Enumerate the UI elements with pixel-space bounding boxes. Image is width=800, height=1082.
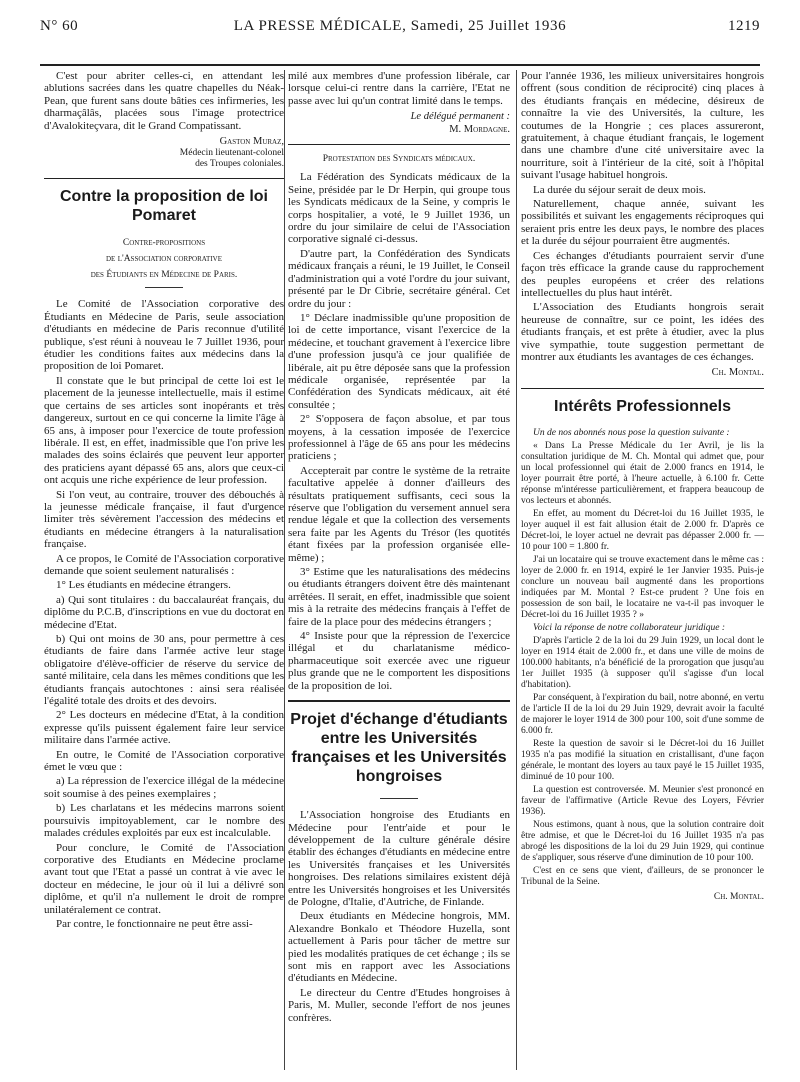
paragraph: D'après l'article 2 de la loi du 29 Juin 1929, un local dont le loyer en 1914 était de 2.000 fr., et dans une ville de moins de 100.000 habitants, n'a bénéficié de la prorogation que jusqu'au 1er Juillet 1935 (à supposer qu'il s'agisse d'un local d'habitation). (521, 635, 764, 690)
signature-name: M. Mordagne. (449, 123, 510, 135)
paragraph: 1° Déclare inadmissible qu'une proposition de loi de cette importance, visant l'exercice de la médecine, et touchant gravement à l'exercice libre d'une profession jusqu'à ce jour qualifiée de libérale, ait pu être déposée sans que la profession médicale organisée, représentée par la Confédération des Syndicats médicaux, ait été consultée ; (288, 311, 510, 411)
article-title: Intérêts Professionnels (554, 397, 731, 415)
paragraph: Il constate que le but principal de cette loi est le placement de la jeunesse intellectuelle, mais il estime que certains de ses articles sont inopérants et très dangereux, surtout en ce qui concerne la limite l'âge à 65 ans, à imposer pour l'exercice de toute profession libérale. Il est, en effet, inadmissible que l'on prive les malades des soins éclairés que peuvent leur apporter des praticiens ayant dépassé 65 ans, alors que ceux-ci ont acquis une riche expérience de leur profession. (44, 374, 284, 487)
column-1 (44, 70, 284, 1075)
paragraph: La Fédération des Syndicats médicaux de la Seine, présidée par le Dr Herpin, qui groupe tous les Syndicats médicaux de la Seine, y compris le corps hospitalier, a voté, le 9 Juillet 1936, un ordre du jour similaire de celui de l'Association corporative signalé ci-dessus. (288, 171, 510, 246)
paragraph: D'autre part, la Confédération des Syndicats médicaux français a réuni, le 19 Juillet, le Conseil d'administration qui a voté l'ordre du jour suivant, présenté par le Dr Cibrie, secrétaire général. Cet ordre du jour : (288, 247, 510, 310)
paragraph: Ces échanges d'étudiants pourraient servir d'une façon très efficace la grande cause du rapprochement des peuples européens et créer des relations intellectuelles du plus haut intérêt. (521, 249, 764, 299)
journal-title: LA PRESSE MÉDICALE, Samedi, 25 Juillet 1936 (233, 18, 567, 34)
article-subtitle: des Étudiants en Médecine de Paris. (90, 270, 238, 281)
question-block (521, 441, 764, 621)
paragraph: Voici la réponse de notre collaborateur juridique : (533, 622, 725, 633)
paragraph: 4° Insiste pour que la répression de l'exercice illégal et du charlatanisme médico-pharmaceutique soit exercée avec une rigueur plus grande que ne le comportent les dispositions de la proposition de loi. (288, 630, 510, 692)
paragraph: Un de nos abonnés nous pose la question suivante : (533, 427, 730, 438)
author-name: Gaston Muraz, (219, 136, 284, 148)
paragraph: Reste la question de savoir si le Décret-loi du 16 Juillet 1935 n'a pas modifié la situation en cristallisant, d'une façon générale, le montant des loyers au taux payé le 15 Juillet 1935, diminué de 10 pour 100. (521, 738, 764, 782)
paragraph: 2° Les docteurs en médecine d'Etat, à la condition expresse qu'ils puissent également faire leur service militaire dans l'armée active. (44, 709, 284, 747)
paragraph: a) Qui sont titulaires : du baccalauréat français, du diplôme du P.C.B, d'inscriptions en vue du doctorat en médecine d'Etat. (44, 593, 284, 631)
paragraph: Le directeur du Centre d'Etudes hongroises à Paris, M. Muller, seconde l'effort de nos jeunes confrères. (288, 986, 510, 1024)
article-title: Projet d'échange d'étudiants entre les Universités françaises et les Universités hongroises (290, 711, 508, 786)
header-rule (40, 64, 760, 66)
author-signature (288, 111, 510, 136)
section-caption: Protestation des Syndicats médicaux. (322, 154, 476, 165)
paragraph: milé aux membres d'une profession libérale, car lorsque celui-ci rentre dans la carrière, l'Etat ne passe avec lui qu'un contrat limité dans le temps. (288, 70, 510, 107)
paragraph: Naturellement, chaque année, suivant les possibilités et suivant les engagements réciproques qui seraient pris entre les deux pays, le nombre des places et la durée du séjour pourraient être augmentés. (521, 198, 764, 248)
article-subtitle: Contre-propositions (122, 238, 206, 249)
paragraph: Par conséquent, à l'expiration du bail, notre abonné, en vertu de l'article II de la loi du 29 Juin 1929, devrait avoir la faculté de majorer le loyer 1914 de 300 pour 100, soit d'une somme de 6.000 fr. (521, 692, 764, 736)
paragraph: La durée du séjour serait de deux mois. (533, 183, 706, 196)
author-signature (44, 136, 284, 170)
author-title: des Troupes coloniales. (195, 159, 284, 170)
paragraph: Nous estimons, quant à nous, que la solution contraire doit être admise, et que le Décret-loi du 16 Juillet 1935 n'a pas abrogé les dispositions de la loi du 29 Juin 1929, qui continue de s'appliquer, sous réserve d'une diminution de 10 pour 100. (521, 819, 764, 863)
paragraph: « Dans La Presse Médicale du 1er Avril, je lis la consultation juridique de M. Ch. Montal qui admet que, pour un local professionnel qui était de 2.000 francs en 1914, le loyer pourrait être porté, à l'heure actuelle, à 6.100 fr. Cette réponse m'intéresse particulièrement, et frappera beaucoup de vos lecteurs et abonnés. (521, 440, 764, 506)
paragraph: A ce propos, le Comité de l'Association corporative demande que soient seulement naturalisés : (44, 552, 284, 577)
paragraph: C'est pour abriter celles-ci, en attendant les ablutions sacrées dans les quatre chapelles du Néak-Pean, que furent sans doute bâties ces infirmeries, les dharmaçâlâs, placées sous l'image protectrice d'Avalokiteçvara, dit le Grand Compatissant. (44, 70, 284, 132)
paragraph: L'Association des Etudiants hongrois serait heureuse de connaître, sur ce point, les idées des étudiants français, et est prête à étudier, avec la plus vive sympathie, toute suggestion permettant de montrer aux étudiants les avantages de ces échanges. (521, 301, 764, 363)
paragraph: C'est en ce sens que vient, d'ailleurs, de se prononcer le Tribunal de la Seine. (521, 865, 764, 887)
article-title: Contre la proposition de loi Pomaret (60, 188, 268, 225)
author-signature: Ch. Montal. (713, 891, 764, 902)
issue-number: N° 60 (40, 18, 79, 34)
column-3 (521, 70, 764, 1075)
column-2 (288, 70, 510, 1075)
short-rule (380, 798, 418, 799)
paragraph: L'Association hongroise des Etudiants en Médecine pour l'entr'aide et pour le développement de la culture générale désire établir des échanges d'étudiants en médecine entre les Universités françaises et les Universités hongroises. Des relations similaires existent déjà entre les Universités hongroises et les Universités de Pologne, d'Italie, d'Autriche, de Finlande. (288, 809, 510, 908)
paragraph: a) La répression de l'exercice illégal de la médecine soit soumise à des peines exemplaires ; (44, 775, 284, 800)
section-rule (521, 388, 764, 389)
column-divider (516, 70, 517, 1070)
paragraph: Si l'on veut, au contraire, trouver des débouchés à la jeunesse médicale française, il faut d'urgence limiter très sévèrement l'accession des médecins et étudiants en médecine étrangers à la naturalisation française. (44, 488, 284, 551)
section-rule (44, 178, 284, 179)
paragraph: 2° S'opposera de façon absolue, et par tous moyens, à la cessation imposée de l'exercice professionnel à l'âge de 65 ans pour les médecins praticiens ; (288, 413, 510, 463)
paragraph: 3° Estime que les naturalisations des médecins ou étudiants étrangers doivent être dès maintenant arrêtées. Il serait, en effet, inadmissible que soient mis à la retraite des médecins français à l'effet de faire de la place pour des médecins étrangers ; (288, 566, 510, 628)
paragraph: En outre, le Comité de l'Association corporative émet le vœu que : (44, 748, 284, 774)
section-rule (288, 700, 510, 702)
paragraph: La question est controversée. M. Meunier s'est prononcé en faveur de l'affirmative (Article Revue des Loyers, Février 1936). (521, 784, 764, 817)
signature-role: Le délégué permanent : (410, 111, 510, 123)
paragraph: Pour conclure, le Comité de l'Association corporative des Etudiants en Médecine proclame avant tout que l'Etat a passé un contrat à vie avec le docteur en médecine, le jour où il lui a délivré son diplôme, et qu'il n'a nullement le droit de rompre unilatéralement ce contrat. (44, 841, 284, 916)
paragraph: b) Qui ont moins de 30 ans, pour permettre à ces étudiants de faire dans l'armée active leur stage obligatoire d'élève-officier de réserve du service de santé militaire, cela dans les mêmes conditions que les étudiants français autochtones : ainsi sera réalisée l'égalité totale des droits et des devoirs. (44, 633, 284, 708)
author-title: Médecin lieutenant-colonel (179, 148, 284, 159)
article-subtitle: de l'Association corporative (106, 254, 222, 265)
short-rule (145, 287, 183, 288)
section-rule (288, 144, 510, 145)
paragraph: Pour l'année 1936, les milieux universitaires hongrois offrent (sous condition de réciprocité) cinq places à des étudiants français en médecine, désireux de connaître la vie des Universités, la culture, les coutumes de la Hongrie ; ces places assureront, gratuitement, à chaque étudiant français, le logement dans une chambre d'une cité universitaire avec la nourriture, soit à l'intérieur de la cité, soit à l'hôpital suivant l'usage habituel hongrois. (521, 70, 764, 182)
page-number: 1219 (728, 18, 760, 34)
paragraph: Le Comité de l'Association corporative des Étudiants en Médecine de Paris, seule association d'étudiants en médecine de Paris reconnue d'utilité publique, s'est réuni à nouveau le 7 Juillet 1936, pour étudier les conditions faites aux médecins dans la proposition de loi Pomaret. (44, 298, 284, 373)
paragraph: Accepterait par contre le système de la retraite facultative appelée à donner d'ailleurs des résultats pratiquement suffisants, ceci sous la réserve que l'obligation du versement annuel sera rendue légale et que la collection des versements sera faite par les Agents du Trésor (les quotités étant fixées par la profession organisée elle-même) ; (288, 464, 510, 564)
answer-block (521, 636, 764, 888)
author-signature: Ch. Montal. (711, 367, 764, 379)
paragraph: 1° Les étudiants en médecine étrangers. (56, 579, 231, 592)
page-header (0, 0, 800, 70)
paragraph: En effet, au moment du Décret-loi du 16 Juillet 1935, le loyer auquel il est fait allusion était de 2.000 fr. D'après ce Décret-loi, le loyer actuel ne devrait pas dépasser 2.000 fr. — 10 pour 100 = 1.800 fr. (521, 508, 764, 552)
paragraph: J'ai un locataire qui se trouve exactement dans le même cas : loyer de 2.000 fr. en 1914, expiré le 1er Janvier 1935. Puis-je conclure un nouveau bail augmenté dans les proportions indiquées par M. Montal ? Est-ce prudent ? Une fois en possession de son bail, le locataire ne va-t-il pas invoquer le Décret-loi du 16 Juillet 1935 ? » (521, 554, 764, 620)
paragraph: b) Les charlatans et les médecins marrons soient poursuivis impitoyablement, car le nombre des malades crédules exploités par eux est incalculable. (44, 802, 284, 840)
column-divider (284, 70, 285, 1070)
paragraph: Deux étudiants en Médecine hongrois, MM. Alexandre Bonkalo et Théodore Huzella, sont actuellement à Paris pour tâcher de mettre sur pied les modalités pratiques de cet échange ; ils se sont mis en rapport avec les Associations d'étudiants en Médecine. (288, 910, 510, 985)
paragraph: Par contre, le fonctionnaire ne peut être assi- (56, 917, 253, 930)
